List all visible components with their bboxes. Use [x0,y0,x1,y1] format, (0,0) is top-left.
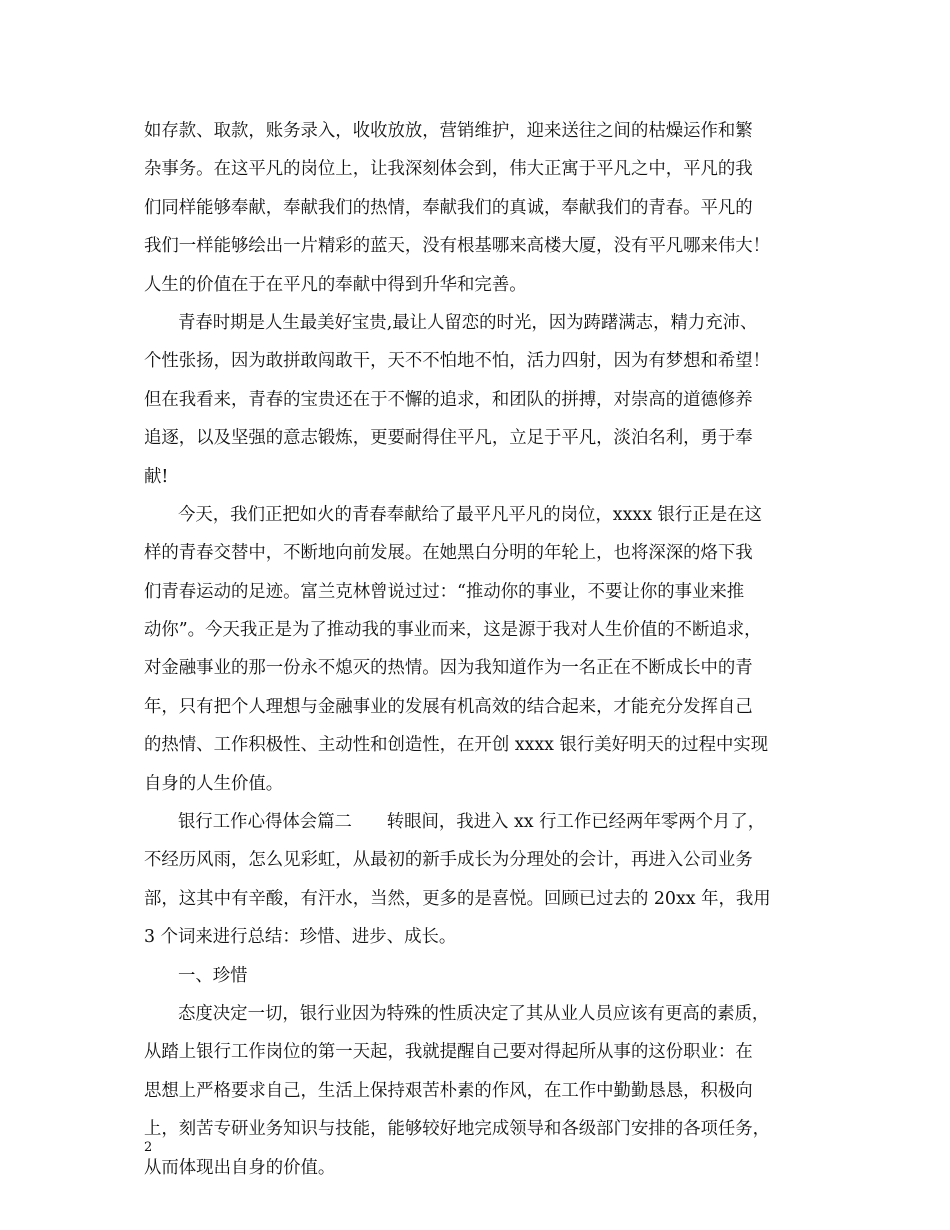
section-heading: 一、珍惜 [178,965,248,986]
text-line: 对金融事业的那一份永不熄灭的热情。因为我知道作为一名正在不断成长中的青 [144,658,753,679]
text-line: 态度决定一切，银行业因为特殊的性质决定了其从业人员应该有更高的素质， [178,1003,770,1024]
text-line: 从而体现出自身的价值。 [144,1157,336,1178]
text-line: 的热情、工作积极性、主动性和创造性，在开创 xxxx 银行美好明天的过程中实现 [144,735,769,756]
page-number: 2 [144,1140,153,1155]
text-line: 杂事务。在这平凡的岗位上，让我深刻体会到，伟大正寓于平凡之中，平凡的我 [144,159,753,180]
text-line: 追逐，以及坚强的意志锻炼，更要耐得住平凡，立足于平凡，淡泊名利，勇于奉 [144,428,753,449]
text-line: 部，这其中有辛酸，有汗水，当然，更多的是喜悦。回顾已过去的 20xx 年，我用 [144,888,771,909]
text-line: 今天，我们正把如火的青春奉献给了最平凡平凡的岗位，xxxx 银行正是在这 [178,504,762,525]
text-line: 不经历风雨，怎么见彩虹，从最初的新手成长为分理处的会计，再进入公司业务 [144,850,753,871]
text-line: 样的青春交替中，不断地向前发展。在她黑白分明的年轮上，也将深深的烙下我 [144,543,753,564]
text-line: 个性张扬，因为敢拼敢闯敢干，天不不怕地不怕，活力四射，因为有梦想和希望！ [144,351,771,372]
text-line: 们同样能够奉献，奉献我们的热情，奉献我们的真诚，奉献我们的青春。平凡的 [144,197,753,218]
text-line: 们青春运动的足迹。富兰克林曾说过过：“推动你的事业，不要让你的事业来推 [144,581,745,602]
text-line: 如存款、取款，账务录入，收收放放，营销维护，迎来送往之间的枯燥运作和繁 [144,121,753,141]
text-line: 3 个词来进行总结：珍惜、进步、成长。 [144,927,457,948]
text-line: 我们一样能够绘出一片精彩的蓝天，没有根基哪来高楼大厦，没有平凡哪来伟大！ [144,236,771,257]
text-line: 动你”。今天我正是为了推动我的事业而来，这是源于我对人生价值的不断追求， [144,620,762,641]
text-line: 献! [144,466,169,487]
text-line: 自身的人生价值。 [144,773,284,794]
text-line: 上，刻苦专研业务知识与技能，能够较好地完成领导和各级部门安排的各项任务， [144,1119,771,1140]
text-line: 思想上严格要求自己，生活上保持艰苦朴素的作风，在工作中勤勤恳恳，积极向 [144,1080,753,1101]
text-line: 年，只有把个人理想与金融事业的发展有机高效的结合起来，才能充分发挥自己 [144,696,753,717]
document-body [144,112,824,1187]
text-line: 人生的价值在于在平凡的奉献中得到升华和完善。 [144,274,527,295]
text-line: 从踏上银行工作岗位的第一天起，我就提醒自己要对得起所从事的这份职业：在 [144,1042,753,1063]
text-line: 银行工作心得体会篇二 转眼间，我进入 xx 行工作已经两年零两个月了， [178,812,766,833]
text-line: 但在我看来，青春的宝贵还在于不懈的追求，和团队的拼搏，对崇高的道德修养 [144,389,753,410]
text-line: 青春时期是人生最美好宝贵,最让人留恋的时光，因为踌躇满志，精力充沛、 [178,312,758,333]
